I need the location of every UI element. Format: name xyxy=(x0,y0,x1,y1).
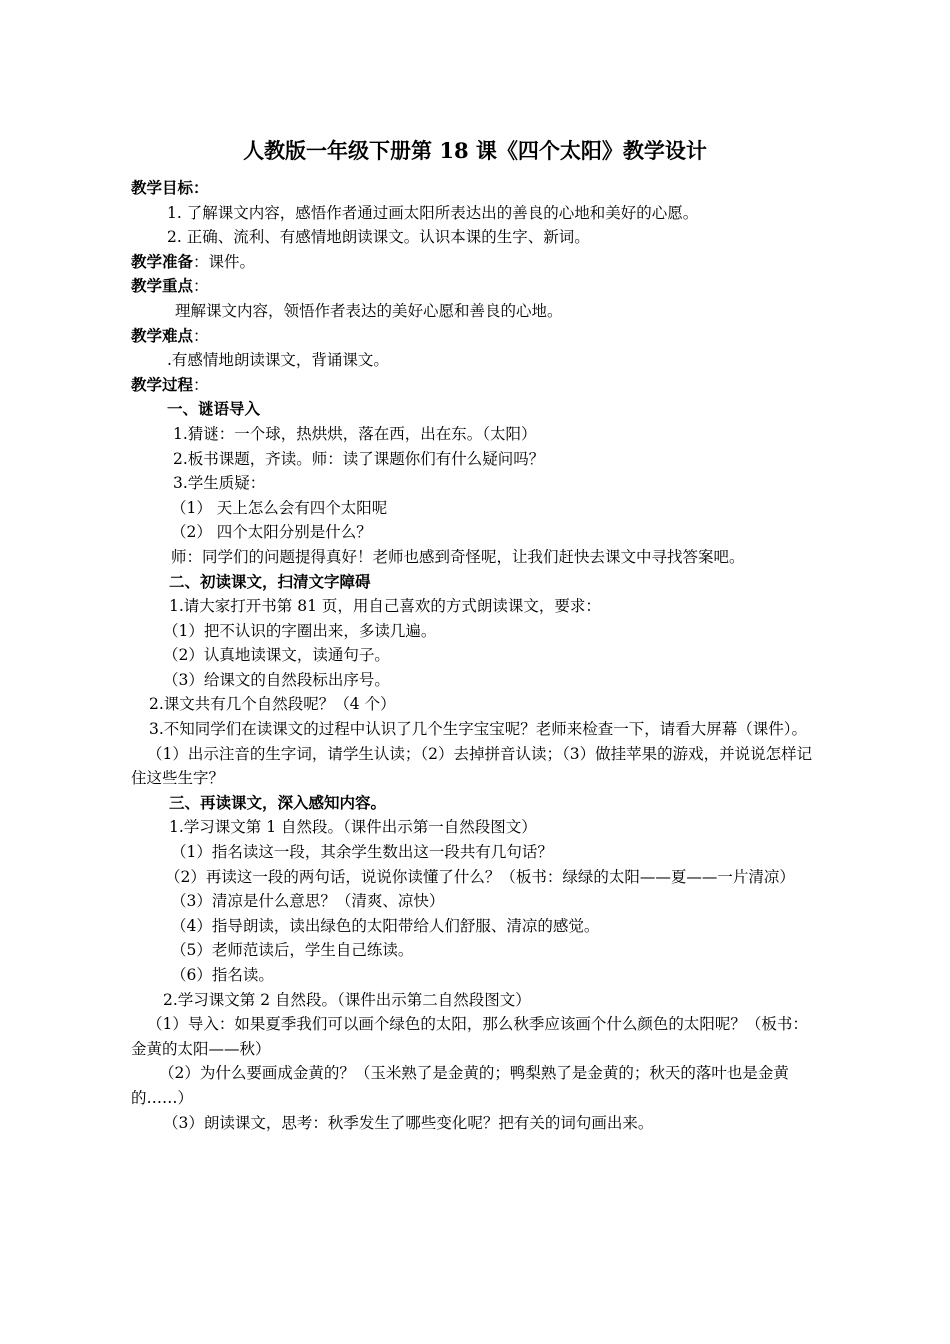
preparation-line xyxy=(131,250,821,275)
key-point-heading xyxy=(131,274,821,299)
preparation-value: ：课件。 xyxy=(193,252,256,271)
process-heading xyxy=(131,373,821,398)
section-2-line-6: 3.不知同学们在读课文的过程中认识了几个生字宝宝呢？老师来检查一下，请看大屏幕（课件）。 xyxy=(149,720,808,739)
section-3-line-6: （5）老师范读后，学生自己练读。 xyxy=(171,941,414,960)
section-1-line-6: 师：同学们的问题提得真好！老师也感到奇怪呢，让我们赶快去课文中寻找答案吧。 xyxy=(171,547,745,566)
difficulty-label: 教学难点 xyxy=(131,325,194,345)
process-colon: ： xyxy=(193,375,209,394)
section-2-line-5: 2.课文共有几个自然段呢？（4 个） xyxy=(149,695,396,714)
document-body xyxy=(131,176,821,1135)
key-point-colon: ： xyxy=(193,277,209,296)
section-3-line-2: （1）指名读这一段，其余学生数出这一段共有几句话？ xyxy=(171,843,553,862)
section-2-line-3: （2）认真地读课文，读通句子。 xyxy=(163,646,390,665)
section-3-line-11: （3）朗读课文，思考：秋季发生了哪些变化呢？把有关的词句画出来。 xyxy=(163,1113,654,1132)
section-3-line-7: （6）指名读。 xyxy=(171,966,274,984)
section-2-heading: 二、初读课文，扫清文字障碍 xyxy=(169,571,371,591)
key-point-label: 教学重点 xyxy=(131,276,194,296)
difficulty-text: .有感情地朗读课文，背诵课文。 xyxy=(167,351,389,370)
objective-2: 2. 正确、流利、有感情地朗读课文。认识本课的生字、新词。 xyxy=(167,228,590,247)
difficulty-colon: ： xyxy=(193,326,209,345)
section-3-line-9: （1）导入：如果夏季我们可以画个绿色的太阳，那么秋季应该画个什么颜色的太阳呢？（板书：金黄的太阳——秋） xyxy=(131,1015,808,1058)
section-1-line-4: （1） 天上怎么会有四个太阳呢 xyxy=(171,498,388,517)
section-3-line-4: （3）清凉是什么意思？（清爽、凉快） xyxy=(171,892,445,911)
section-2-line-1: 1.请大家打开书第 81 页，用自己喜欢的方式朗读课文，要求： xyxy=(169,597,601,616)
section-3-line-8: 2.学习课文第 2 自然段。（课件出示第二自然段图文） xyxy=(163,990,531,1009)
section-3-line-5: （4）指导朗读，读出绿色的太阳带给人们舒服、清凉的感觉。 xyxy=(171,916,600,935)
section-2-line-7: （1）出示注音的生字词，请学生认读；（2）去掉拼音认读；（3）做挂苹果的游戏，并说说怎样记住这些生字？ xyxy=(131,744,813,788)
section-2-line-4: （3）给课文的自然段标出序号。 xyxy=(163,670,390,689)
objectives-label: 教学目标： xyxy=(131,178,209,197)
section-1-line-5: （2） 四个太阳分别是什么？ xyxy=(171,523,372,542)
section-2-line-2: （1）把不认识的字圈出来，多读几遍。 xyxy=(163,621,437,640)
preparation-label: 教学准备 xyxy=(131,251,194,271)
section-1-line-2: 2.板书课题，齐读。师：读了课题你们有什么疑问吗？ xyxy=(173,449,545,468)
difficulty-heading xyxy=(131,324,821,349)
process-label: 教学过程 xyxy=(131,374,194,394)
key-point-text: 理解课文内容，领悟作者表达的美好心愿和善良的心地。 xyxy=(175,301,563,320)
section-1-heading: 一、谜语导入 xyxy=(167,399,261,419)
section-3-line-1: 1.学习课文第 1 自然段。（课件出示第一自然段图文） xyxy=(169,818,537,837)
section-1-line-1: 1.猜谜：一个球，热烘烘，落在西，出在东。（太阳） xyxy=(173,424,537,443)
objective-1: 1. 了解课文内容，感悟作者通过画太阳所表达出的善良的心地和美好的心愿。 xyxy=(167,203,699,222)
section-3-line-10: （2）为什么要画成金黄的？（玉米熟了是金黄的；鸭梨熟了是金黄的；秋天的落叶也是金黄的……） xyxy=(131,1064,789,1107)
section-1-line-3: 3.学生质疑： xyxy=(173,474,266,493)
section-3-heading: 三、再读课文，深入感知内容。 xyxy=(169,792,387,812)
document-title: 人教版一年级下册第 18 课《四个太阳》教学设计 xyxy=(243,138,707,163)
section-3-line-3: （2）再读这一段的两句话，说说你读懂了什么？（板书：绿绿的太阳——夏——一片清凉） xyxy=(165,867,795,886)
